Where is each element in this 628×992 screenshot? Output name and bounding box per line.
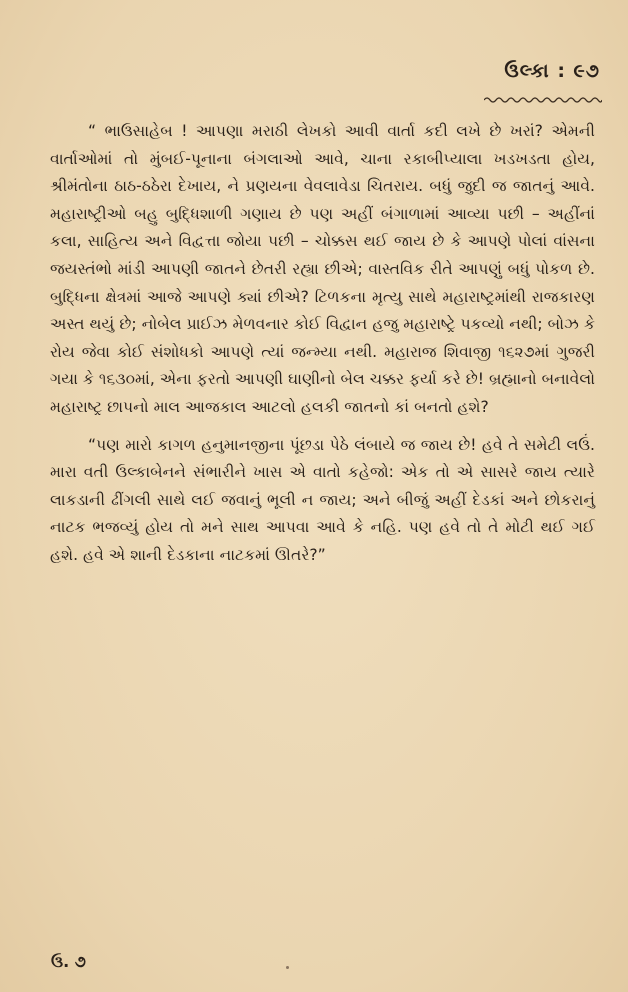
- body-text: [50, 118, 595, 570]
- running-head: ઉલ્કા : ૯૭: [504, 60, 600, 82]
- paragraph-1: “ ભાઉસાહેબ ! આપણા મરાઠી લેખકો આવી વાર્તા કદી લખે છે ખરાં? એમની વાર્તાઓમાં તો મુંબઈ-પૂનાના બંગલાઓ આવે, ચાના રકાબીપ્યાલા ખડખડતા હોય, શ્રીમંતોના ઠાઠ-ઠઠેરા દેખાય, ને પ્રણયના વેવલાવેડા ચિતરાય. બધું જુદી જ જાતનું આવે. મહારાષ્ટ્રીઓ બહુ બુદ્ધિશાળી ગણાય છે પણ અહીં બંગાળામાં આવ્યા પછી – અહીંનાં કલા, સાહિત્ય અને વિદ્વત્તા જોયા પછી – ચોક્કસ થઈ જાય છે કે આપણે પોલાં વાંસના જયસ્તંભો માંડી આપણી જાતને છેતરી રહ્યા છીએ; વાસ્તવિક રીતે આપણું બધું પોકળ છે. બુદ્ધિના ક્ષેત્રમાં આજે આપણે ક્યાં છીએ? ટિળકના મૃત્યુ સાથે મહારાષ્ટ્રમાંથી રાજકારણ અસ્ત થયું છે; નોબેલ પ્રાઈઝ મેળવનાર કોઈ વિદ્વાન હજુ મહારાષ્ટ્રે પકવ્યો નથી; બોઝ કે રોય જેવા કોઈ સંશોધકો આપણે ત્યાં જન્મ્યા નથી. મહારાજ શિવાજી ૧૬૨૭માં ગુજરી ગયા કે ૧૬૩૦માં, એના ફરતો આપણી ઘાણીનો બેલ ચક્કર ફર્યા કરે છે! બ્રહ્માનો બનાવેલો મહારાષ્ટ્ર છાપનો માલ આજકાલ આટલો હલકી જાતનો કાં બનતો હશે?: [50, 122, 596, 416]
- paper-speck: [286, 966, 289, 969]
- paragraph-2: “પણ મારો કાગળ હનુમાનજીના પૂંછડા પેઠે લંબાયે જ જાય છે! હવે તે સમેટી લઉં. મારા વતી ઉલ્કાબેનને સંભારીને ખાસ એ વાતો કહેજો: એક તો એ સાસરે જાય ત્યારે લાકડાની ઢીંગલી સાથે લઈ જવાનું ભૂલી ન જાય; અને બીજું અહીં દેડકાં અને છોકરાનું નાટક ભજવ્યું હોય તો મને સાથ આપવા આવે કે નહિ. પણ હવે તો તે મોટી થઈ ગઈ હશે. હવે એ શાની દેડકાના નાટકમાં ઊતરે?”: [50, 435, 595, 564]
- wavy-rule-ornament: [484, 96, 602, 104]
- signature-mark: ઉ. ૭: [51, 952, 86, 971]
